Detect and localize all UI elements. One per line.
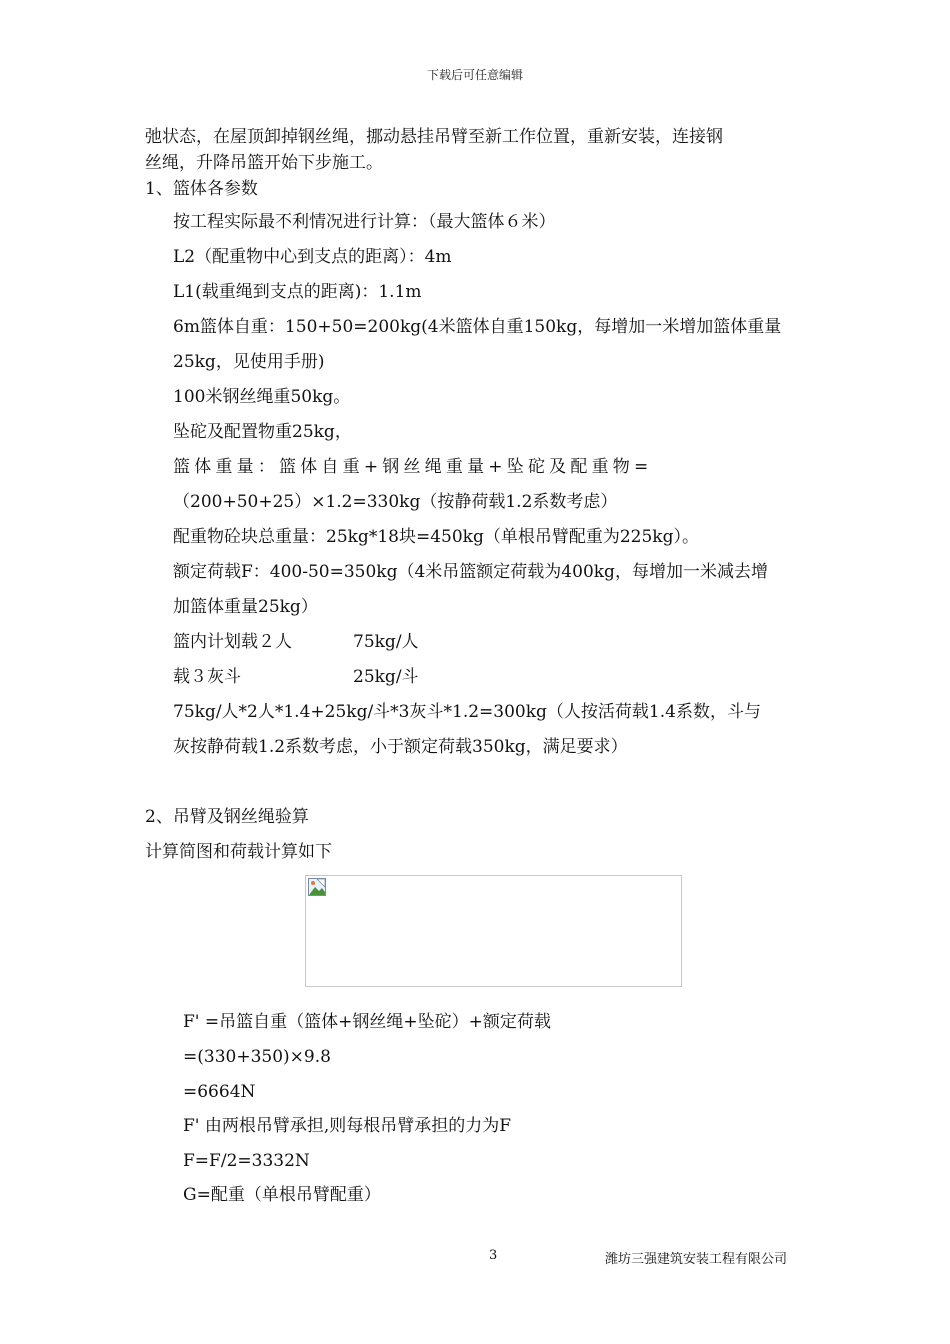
paragraph-line: L2（配重物中心到支点的距离）：4m	[173, 247, 452, 267]
load-value: 75kg/人	[353, 632, 419, 652]
paragraph-line: 按工程实际最不利情况进行计算：（最大篮体６米）	[173, 212, 556, 232]
paragraph-line: 篮 体 重 量 ： 篮 体 自 重 + 钢 丝 绳 重 量 + 坠 砣 及 配 重 物 =	[173, 457, 648, 477]
paragraph-line: 坠砣及配置物重25kg，	[173, 422, 352, 442]
broken-image-icon	[308, 878, 326, 896]
paragraph-line: 配重物砼块总重量：25kg*18块=450kg（单根吊臂配重为225kg）。	[173, 527, 699, 547]
load-label: 载３灰斗	[173, 667, 241, 687]
paragraph-line: 100米钢丝绳重50kg。	[173, 387, 351, 407]
section-heading: 1、篮体各参数	[145, 179, 258, 199]
paragraph-line: 75kg/人*2人*1.4+25kg/斗*3灰斗*1.2=300kg（人按活荷载1.4系数，斗与	[173, 702, 761, 722]
company-name: 潍坊三强建筑安装工程有限公司	[605, 1252, 788, 1267]
section-heading: 2、吊臂及钢丝绳验算	[145, 807, 309, 827]
formula-line: G=配重（单根吊臂配重）	[183, 1185, 381, 1205]
paragraph-line: 加篮体重量25kg）	[173, 597, 318, 617]
paragraph-line: 丝绳，升降吊篮开始下步施工。	[145, 153, 383, 173]
formula-line: =(330+350)×9.8	[183, 1047, 331, 1067]
paragraph-line: 25kg，见使用手册)	[173, 352, 325, 372]
diagram-image-placeholder	[305, 875, 682, 987]
formula-line: =6664N	[183, 1082, 256, 1102]
load-row	[173, 666, 419, 688]
paragraph-line: 弛状态，在屋顶卸掉钢丝绳，挪动悬挂吊臂至新工作位置，重新安装，连接钢	[145, 127, 723, 147]
paragraph-line: 6m篮体自重：150+50=200kg(4米篮体自重150kg，每增加一米增加篮体重量	[173, 317, 782, 337]
formula-line: F' 由两根吊臂承担,则每根吊臂承担的力为F	[183, 1116, 512, 1136]
load-label: 篮内计划载２人	[173, 632, 292, 652]
paragraph-line: 灰按静荷载1.2系数考虑，小于额定荷载350kg，满足要求）	[173, 737, 628, 757]
paragraph-line: 额定荷载F：400-50=350kg（4米吊篮额定荷载为400kg，每增加一米减去增	[173, 562, 768, 582]
page-number: 3	[489, 1248, 498, 1263]
formula-line: F=F/2=3332N	[183, 1151, 310, 1171]
formula-line: F' =吊篮自重（篮体+钢丝绳+坠砣）+额定荷载	[183, 1012, 551, 1032]
paragraph-line: 计算简图和荷载计算如下	[145, 842, 332, 862]
paragraph-line: L1(载重绳到支点的距离)：1.1m	[173, 282, 422, 302]
page-header: 下载后可任意编辑	[426, 68, 523, 82]
load-row	[173, 631, 419, 653]
load-value: 25kg/斗	[353, 667, 419, 687]
paragraph-line: （200+50+25）×1.2=330kg（按静荷载1.2系数考虑）	[173, 492, 618, 512]
